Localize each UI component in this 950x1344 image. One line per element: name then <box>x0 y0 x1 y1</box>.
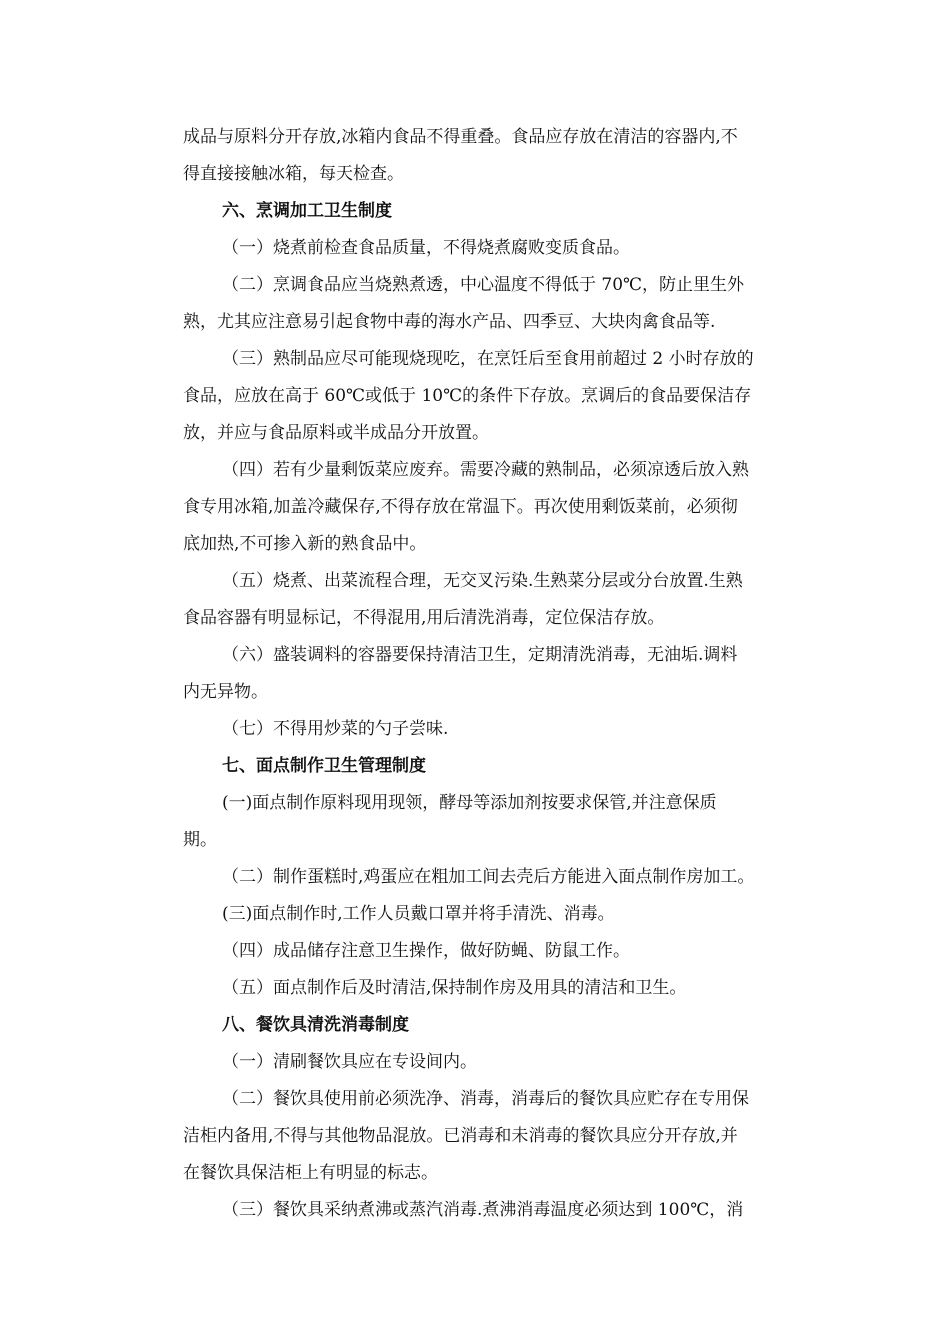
body-line: 熟，尤其应注意易引起食物中毒的海水产品、四季豆、大块肉禽食品等. <box>183 312 716 332</box>
body-line: （四）成品储存注意卫生操作，做好防蝇、防鼠工作。 <box>222 941 630 961</box>
body-line: （五）烧煮、出菜流程合理，无交叉污染.生熟菜分层或分台放置.生熟 <box>222 571 743 591</box>
body-line: （二）烹调食品应当烧熟煮透，中心温度不得低于 70℃，防止里生外 <box>222 275 745 295</box>
body-line: (三)面点制作时,工作人员戴口罩并将手清洗、消毒。 <box>222 904 615 924</box>
body-line: （二）餐饮具使用前必须洗净、消毒，消毒后的餐饮具应贮存在专用保 <box>222 1089 749 1109</box>
body-line: （四）若有少量剩饭菜应废弃。需要冷藏的熟制品，必须凉透后放入熟 <box>222 460 749 480</box>
body-line: (一)面点制作原料现用现领，酵母等添加剂按要求保管,并注意保质 <box>222 793 717 813</box>
body-line: 得直接接触冰箱，每天检查。 <box>183 164 404 184</box>
section-heading-7: 七、面点制作卫生管理制度 <box>222 756 426 776</box>
section-heading-6: 六、烹调加工卫生制度 <box>222 201 392 221</box>
body-line: 食品，应放在高于 60℃或低于 10℃的条件下存放。烹调后的食品要保洁存 <box>183 386 752 406</box>
body-line: 食专用冰箱,加盖冷藏保存,不得存放在常温下。再次使用剩饭菜前，必须彻 <box>183 497 738 517</box>
body-line: （三）熟制品应尽可能现烧现吃，在烹饪后至食用前超过 2 小时存放的 <box>222 349 754 369</box>
body-line: 底加热,不可掺入新的熟食品中。 <box>183 534 427 554</box>
body-line: （七）不得用炒菜的勺子尝味. <box>222 719 449 739</box>
body-line: 食品容器有明显标记，不得混用,用后清洗消毒，定位保洁存放。 <box>183 608 665 628</box>
body-line: 期。 <box>183 830 217 850</box>
section-heading-8: 八、餐饮具清洗消毒制度 <box>222 1015 409 1035</box>
body-line: 在餐饮具保洁柜上有明显的标志。 <box>183 1163 438 1183</box>
body-line: 放，并应与食品原料或半成品分开放置。 <box>183 423 489 443</box>
body-line: （一）烧煮前检查食品质量，不得烧煮腐败变质食品。 <box>222 238 630 258</box>
body-line: （三）餐饮具采纳煮沸或蒸汽消毒.煮沸消毒温度必须达到 100℃，消 <box>222 1200 744 1220</box>
body-line: 内无异物。 <box>183 682 268 702</box>
body-line: （一）清刷餐饮具应在专设间内。 <box>222 1052 477 1072</box>
body-line: （五）面点制作后及时清洁,保持制作房及用具的清洁和卫生。 <box>222 978 687 998</box>
body-line: 洁柜内备用,不得与其他物品混放。已消毒和未消毒的餐饮具应分开存放,并 <box>183 1126 738 1146</box>
body-line: 成品与原料分开存放,冰箱内食品不得重叠。食品应存放在清洁的容器内,不 <box>183 127 738 147</box>
body-line: （二）制作蛋糕时,鸡蛋应在粗加工间去壳后方能进入面点制作房加工。 <box>222 867 755 887</box>
body-line: （六）盛装调料的容器要保持清洁卫生，定期清洗消毒，无油垢.调料 <box>222 645 738 665</box>
